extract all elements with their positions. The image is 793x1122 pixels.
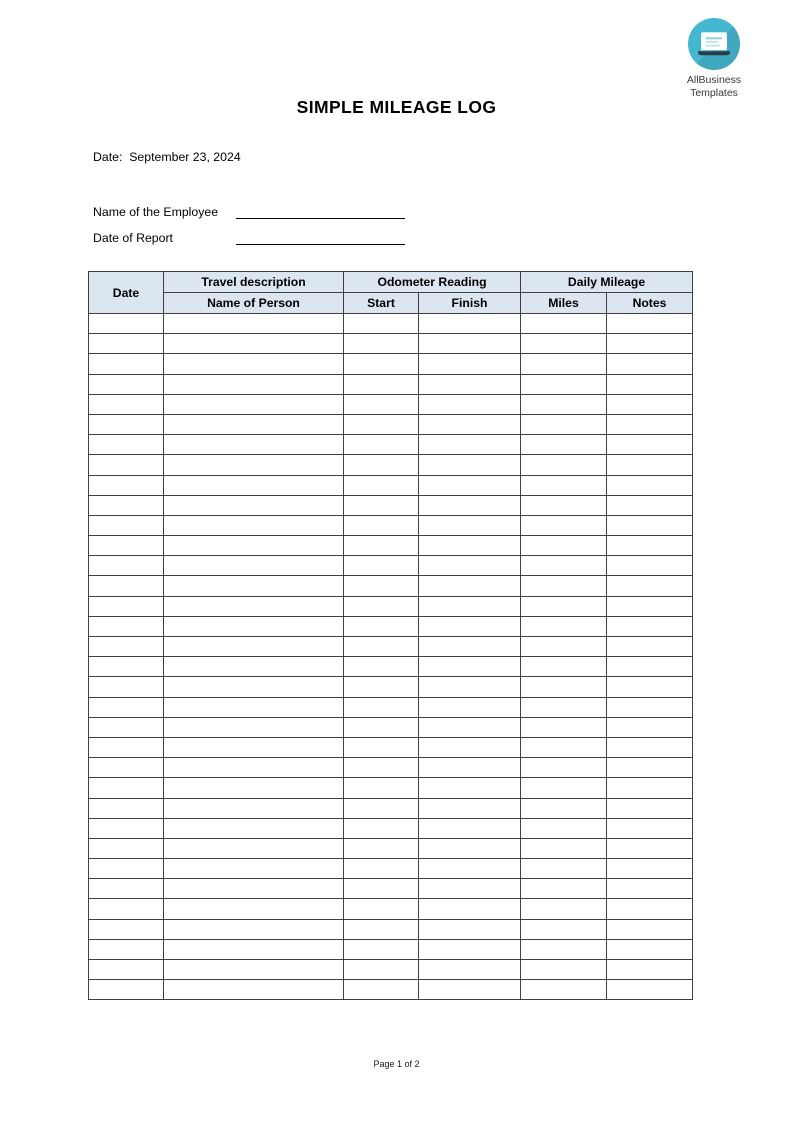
table-cell-start[interactable] [344,919,419,939]
table-cell-miles[interactable] [521,737,607,757]
table-cell-date[interactable] [89,657,164,677]
table-cell-notes[interactable] [607,596,693,616]
table-cell-notes[interactable] [607,778,693,798]
table-cell-start[interactable] [344,394,419,414]
table-cell-name-of-person[interactable] [164,374,344,394]
table-row [89,717,693,737]
table-cell-date[interactable] [89,717,164,737]
table-cell-notes[interactable] [607,859,693,879]
table-cell-finish[interactable] [419,414,521,434]
table-cell-miles[interactable] [521,859,607,879]
document-meta [93,150,593,249]
table-cell-start[interactable] [344,737,419,757]
table-cell-miles[interactable] [521,637,607,657]
table-cell-notes[interactable] [607,616,693,636]
table-cell-notes[interactable] [607,960,693,980]
table-cell-miles[interactable] [521,657,607,677]
table-cell-notes[interactable] [607,576,693,596]
table-cell-date[interactable] [89,859,164,879]
table-row [89,314,693,334]
brand-logo [666,18,762,99]
table-cell-start[interactable] [344,576,419,596]
screen-line [706,45,720,47]
table-cell-finish[interactable] [419,717,521,737]
table-cell-notes[interactable] [607,354,693,374]
header-finish: Finish [419,293,521,314]
table-row [89,354,693,374]
table-cell-name-of-person[interactable] [164,556,344,576]
table-cell-miles[interactable] [521,576,607,596]
table-cell-finish[interactable] [419,556,521,576]
table-cell-name-of-person[interactable] [164,859,344,879]
table-cell-name-of-person[interactable] [164,334,344,354]
table-cell-notes[interactable] [607,919,693,939]
table-cell-name-of-person[interactable] [164,596,344,616]
table-cell-notes[interactable] [607,556,693,576]
table-cell-name-of-person[interactable] [164,414,344,434]
table-cell-start[interactable] [344,960,419,980]
table-cell-start[interactable] [344,374,419,394]
table-row [89,556,693,576]
table-cell-name-of-person[interactable] [164,536,344,556]
table-cell-notes[interactable] [607,515,693,535]
table-row [89,697,693,717]
table-cell-finish[interactable] [419,314,521,334]
table-cell-finish[interactable] [419,334,521,354]
table-cell-miles[interactable] [521,435,607,455]
table-cell-miles[interactable] [521,980,607,1000]
table-cell-date[interactable] [89,616,164,636]
table-cell-notes[interactable] [607,657,693,677]
table-cell-name-of-person[interactable] [164,657,344,677]
table-cell-start[interactable] [344,495,419,515]
field-date-of-report [93,223,593,245]
table-cell-date[interactable] [89,536,164,556]
table-cell-start[interactable] [344,616,419,636]
table-cell-miles[interactable] [521,515,607,535]
table-cell-miles[interactable] [521,475,607,495]
table-cell-notes[interactable] [607,899,693,919]
table-cell-date[interactable] [89,435,164,455]
table-cell-miles[interactable] [521,455,607,475]
table-cell-name-of-person[interactable] [164,899,344,919]
table-cell-notes[interactable] [607,939,693,959]
table-cell-date[interactable] [89,637,164,657]
table-cell-name-of-person[interactable] [164,960,344,980]
table-cell-date[interactable] [89,879,164,899]
table-cell-name-of-person[interactable] [164,758,344,778]
table-cell-name-of-person[interactable] [164,495,344,515]
table-cell-finish[interactable] [419,576,521,596]
table-cell-name-of-person[interactable] [164,394,344,414]
table-row [89,616,693,636]
table-row [89,414,693,434]
table-cell-miles[interactable] [521,838,607,858]
table-cell-finish[interactable] [419,455,521,475]
table-cell-miles[interactable] [521,798,607,818]
table-cell-finish[interactable] [419,980,521,1000]
table-cell-miles[interactable] [521,556,607,576]
table-row [89,455,693,475]
table-header-group-row [89,272,693,293]
table-row [89,838,693,858]
table-cell-date[interactable] [89,960,164,980]
table-cell-name-of-person[interactable] [164,818,344,838]
table-cell-miles[interactable] [521,495,607,515]
table-cell-start[interactable] [344,435,419,455]
table-cell-finish[interactable] [419,879,521,899]
header-daily-mileage: Daily Mileage [521,272,693,293]
header-start: Start [344,293,419,314]
table-row [89,677,693,697]
table-cell-date[interactable] [89,838,164,858]
table-cell-notes[interactable] [607,394,693,414]
table-cell-notes[interactable] [607,495,693,515]
table-cell-finish[interactable] [419,677,521,697]
header-travel-description: Travel description [164,272,344,293]
table-cell-date[interactable] [89,818,164,838]
table-cell-notes[interactable] [607,455,693,475]
table-cell-date[interactable] [89,495,164,515]
table-cell-start[interactable] [344,778,419,798]
table-cell-name-of-person[interactable] [164,455,344,475]
page-title: SIMPLE MILEAGE LOG [296,97,497,117]
table-cell-date[interactable] [89,414,164,434]
table-row [89,737,693,757]
table-cell-start[interactable] [344,657,419,677]
table-cell-start[interactable] [344,879,419,899]
field-employee-name [93,197,593,219]
table-cell-start[interactable] [344,314,419,334]
table-row [89,515,693,535]
table-cell-start[interactable] [344,899,419,919]
table-cell-finish[interactable] [419,394,521,414]
table-row [89,859,693,879]
table-cell-notes[interactable] [607,697,693,717]
table-cell-notes[interactable] [607,980,693,1000]
laptop-screen [701,32,727,50]
table-cell-finish[interactable] [419,354,521,374]
header-miles: Miles [521,293,607,314]
field-label: Name of the Employee [93,205,219,219]
header-odometer-reading: Odometer Reading [344,272,521,293]
table-cell-start[interactable] [344,475,419,495]
table-cell-finish[interactable] [419,758,521,778]
laptop-glyph [698,32,730,55]
table-cell-finish[interactable] [419,859,521,879]
table-row [89,637,693,657]
table-cell-finish[interactable] [419,960,521,980]
laptop-base [698,51,730,55]
table-cell-start[interactable] [344,334,419,354]
table-row [89,394,693,414]
table-cell-name-of-person[interactable] [164,737,344,757]
table-cell-date[interactable] [89,314,164,334]
table-cell-name-of-person[interactable] [164,919,344,939]
table-cell-notes[interactable] [607,536,693,556]
table-cell-name-of-person[interactable] [164,616,344,636]
table-cell-miles[interactable] [521,536,607,556]
table-cell-date[interactable] [89,475,164,495]
table-cell-miles[interactable] [521,960,607,980]
table-cell-notes[interactable] [607,314,693,334]
table-row [89,798,693,818]
table-cell-miles[interactable] [521,818,607,838]
table-cell-start[interactable] [344,637,419,657]
table-cell-finish[interactable] [419,536,521,556]
table-cell-name-of-person[interactable] [164,879,344,899]
table-cell-miles[interactable] [521,374,607,394]
table-cell-date[interactable] [89,919,164,939]
table-cell-notes[interactable] [607,637,693,657]
table-cell-date[interactable] [89,394,164,414]
table-cell-notes[interactable] [607,475,693,495]
table-cell-notes[interactable] [607,717,693,737]
table-cell-miles[interactable] [521,939,607,959]
brand-name [666,74,762,99]
table-row [89,495,693,515]
table-cell-date[interactable] [89,939,164,959]
screen-line [706,37,722,39]
table-cell-start[interactable] [344,354,419,374]
table-cell-start[interactable] [344,980,419,1000]
table-cell-miles[interactable] [521,354,607,374]
table-cell-miles[interactable] [521,778,607,798]
table-cell-miles[interactable] [521,394,607,414]
table-cell-name-of-person[interactable] [164,778,344,798]
laptop-icon [688,18,740,70]
table-cell-finish[interactable] [419,697,521,717]
table-cell-finish[interactable] [419,596,521,616]
table-cell-miles[interactable] [521,919,607,939]
date-of-report-input[interactable] [236,231,405,245]
table-cell-date[interactable] [89,576,164,596]
table-cell-notes[interactable] [607,374,693,394]
table-cell-start[interactable] [344,697,419,717]
table-cell-finish[interactable] [419,515,521,535]
table-header-sub-row [89,293,693,314]
table-cell-miles[interactable] [521,879,607,899]
table-row [89,919,693,939]
table-row [89,818,693,838]
table-cell-finish[interactable] [419,939,521,959]
header-name-of-person: Name of Person [164,293,344,314]
table-cell-start[interactable] [344,939,419,959]
brand-name-line1: AllBusiness [686,74,742,86]
table-cell-name-of-person[interactable] [164,435,344,455]
table-cell-finish[interactable] [419,798,521,818]
table-cell-name-of-person[interactable] [164,980,344,1000]
table-cell-miles[interactable] [521,697,607,717]
table-cell-miles[interactable] [521,717,607,737]
table-row [89,435,693,455]
table-cell-start[interactable] [344,414,419,434]
table-cell-finish[interactable] [419,778,521,798]
table-cell-name-of-person[interactable] [164,717,344,737]
page-footer: Page 1 of 2 [373,1059,420,1069]
table-cell-name-of-person[interactable] [164,475,344,495]
table-cell-start[interactable] [344,818,419,838]
table-cell-date[interactable] [89,798,164,818]
table-cell-notes[interactable] [607,435,693,455]
table-row [89,536,693,556]
table-cell-miles[interactable] [521,596,607,616]
table-cell-notes[interactable] [607,838,693,858]
table-cell-notes[interactable] [607,758,693,778]
brand-name-line2: Templates [690,86,738,99]
table-cell-start[interactable] [344,455,419,475]
table-row [89,475,693,495]
table-cell-finish[interactable] [419,919,521,939]
table-row [89,778,693,798]
table-cell-start[interactable] [344,838,419,858]
table-cell-name-of-person[interactable] [164,354,344,374]
table-cell-start[interactable] [344,798,419,818]
table-row [89,758,693,778]
table-cell-finish[interactable] [419,737,521,757]
table-cell-date[interactable] [89,980,164,1000]
table-row [89,980,693,1000]
screen-line [706,41,718,43]
table-cell-date[interactable] [89,354,164,374]
table-cell-date[interactable] [89,596,164,616]
field-label: Date of Report [93,231,173,245]
table-cell-name-of-person[interactable] [164,576,344,596]
table-cell-start[interactable] [344,556,419,576]
table-cell-start[interactable] [344,677,419,697]
table-cell-start[interactable] [344,758,419,778]
table-row [89,879,693,899]
table-cell-date[interactable] [89,758,164,778]
table-row [89,899,693,919]
table-cell-finish[interactable] [419,899,521,919]
table-row [89,939,693,959]
header-notes: Notes [607,293,693,314]
table-cell-start[interactable] [344,596,419,616]
table-row [89,576,693,596]
employee-name-input[interactable] [236,205,405,219]
table-cell-finish[interactable] [419,818,521,838]
table-body [89,314,693,1000]
table-cell-name-of-person[interactable] [164,939,344,959]
table-cell-notes[interactable] [607,798,693,818]
table-cell-date[interactable] [89,455,164,475]
table-cell-date[interactable] [89,515,164,535]
table-row [89,596,693,616]
mileage-log-table [88,271,693,1000]
table-head [89,272,693,314]
table-cell-finish[interactable] [419,475,521,495]
table-row [89,657,693,677]
table-cell-finish[interactable] [419,374,521,394]
table-cell-start[interactable] [344,515,419,535]
table-cell-date[interactable] [89,737,164,757]
header-date: Date [89,272,164,314]
table-cell-notes[interactable] [607,677,693,697]
table-cell-date[interactable] [89,677,164,697]
table-cell-miles[interactable] [521,899,607,919]
table-cell-start[interactable] [344,859,419,879]
table-cell-start[interactable] [344,536,419,556]
table-cell-miles[interactable] [521,677,607,697]
table-cell-name-of-person[interactable] [164,314,344,334]
table-cell-name-of-person[interactable] [164,838,344,858]
table-cell-miles[interactable] [521,616,607,636]
table-cell-date[interactable] [89,334,164,354]
table-cell-miles[interactable] [521,758,607,778]
table-cell-name-of-person[interactable] [164,677,344,697]
table-cell-miles[interactable] [521,334,607,354]
table-cell-date[interactable] [89,697,164,717]
table-cell-date[interactable] [89,556,164,576]
table-row [89,960,693,980]
table-row [89,334,693,354]
document-date: Date: September 23, 2024 [93,150,241,164]
table-cell-start[interactable] [344,717,419,737]
table-cell-date[interactable] [89,778,164,798]
table-cell-finish[interactable] [419,637,521,657]
table-cell-date[interactable] [89,374,164,394]
table-cell-finish[interactable] [419,838,521,858]
table-cell-finish[interactable] [419,657,521,677]
table-row [89,374,693,394]
table-cell-notes[interactable] [607,334,693,354]
table-cell-notes[interactable] [607,737,693,757]
table-cell-name-of-person[interactable] [164,798,344,818]
table-cell-name-of-person[interactable] [164,637,344,657]
table-cell-notes[interactable] [607,414,693,434]
table-cell-name-of-person[interactable] [164,697,344,717]
table-cell-notes[interactable] [607,818,693,838]
table-cell-name-of-person[interactable] [164,515,344,535]
table-cell-finish[interactable] [419,616,521,636]
table-cell-miles[interactable] [521,414,607,434]
table-cell-miles[interactable] [521,314,607,334]
table-cell-date[interactable] [89,899,164,919]
table-cell-finish[interactable] [419,435,521,455]
table-cell-finish[interactable] [419,495,521,515]
table-cell-notes[interactable] [607,879,693,899]
